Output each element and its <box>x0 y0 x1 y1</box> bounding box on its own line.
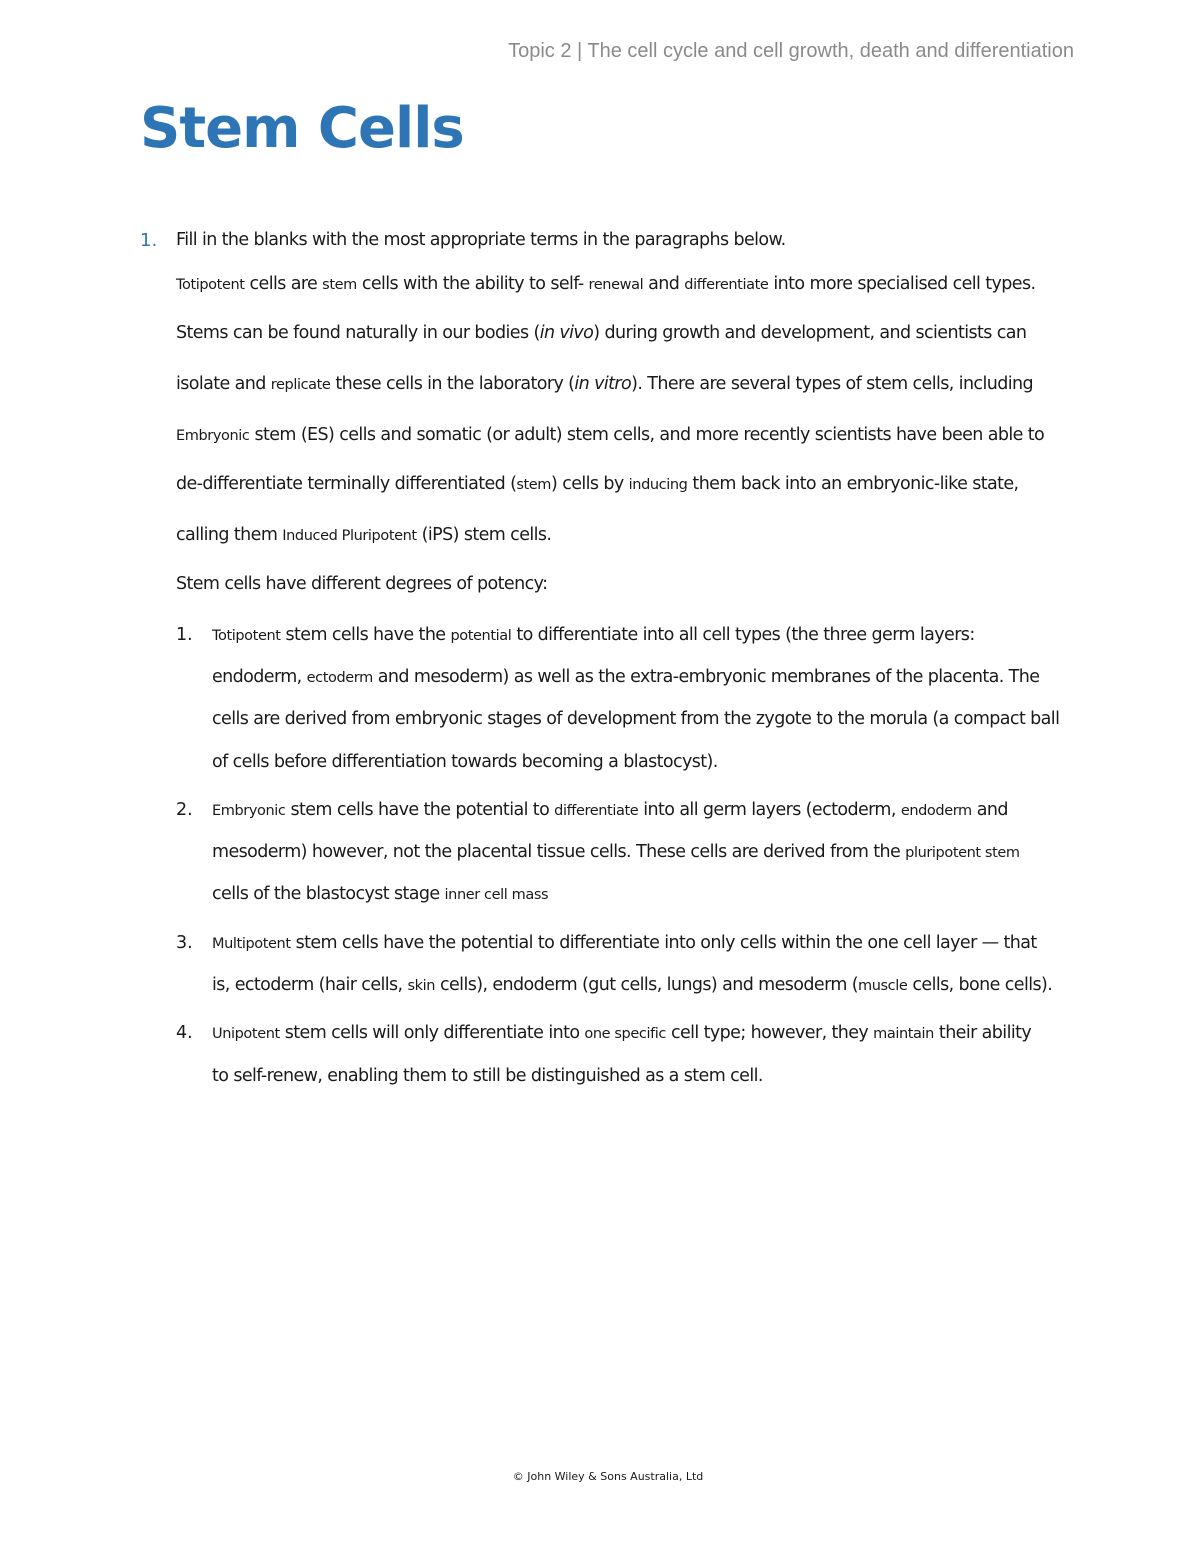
item-2-line-2 <box>212 842 1020 862</box>
answer-text: renewal <box>588 277 644 293</box>
line-text: and <box>971 800 1008 820</box>
line-text: Stems can be found naturally in our bodies ( <box>176 323 540 343</box>
paragraph-line-4 <box>176 425 1044 445</box>
line-text: ) cells by <box>551 474 629 494</box>
line-text: Stem cells have different degrees of potency: <box>176 574 548 594</box>
page-title: Stem Cells <box>140 96 464 161</box>
paragraph-line-7 <box>176 574 547 594</box>
question-instruction: Fill in the blanks with the most appropriate terms in the paragraphs below. <box>176 230 786 250</box>
item-1-line-3 <box>212 709 1059 729</box>
italic-term: in vivo <box>539 323 594 343</box>
answer-text: potential <box>450 628 512 644</box>
line-text: is, ectoderm (hair cells, <box>212 975 408 995</box>
line-text: calling them <box>176 525 283 545</box>
answer-text: ectoderm <box>306 670 373 686</box>
item-2-line-3 <box>212 884 548 904</box>
line-text: these cells in the laboratory ( <box>330 374 575 394</box>
answer-text: endoderm <box>900 803 972 819</box>
paragraph-line-5 <box>176 474 1019 494</box>
answer-text: Embryonic <box>212 803 286 819</box>
line-text: into all germ layers (ectoderm, <box>638 800 901 820</box>
line-text: cell type; however, they <box>665 1023 874 1043</box>
answer-text: pluripotent stem <box>905 845 1020 861</box>
line-text: ). There are several types of stem cells, including <box>631 374 1033 394</box>
italic-term: in vitro <box>574 374 632 394</box>
answer-text: Totipotent <box>176 277 245 293</box>
answer-text: stem <box>516 477 552 493</box>
item-1-line-2 <box>212 667 1039 687</box>
answer-text: Induced Pluripotent <box>282 528 417 544</box>
line-text: stem cells have the potential to <box>285 800 555 820</box>
line-text: cells with the ability to self- <box>356 274 589 294</box>
answer-text: skin <box>407 978 436 994</box>
item-1-line-1 <box>212 625 975 645</box>
line-text: stem cells will only differentiate into <box>279 1023 585 1043</box>
answer-text: stem <box>322 277 357 293</box>
item-number: 3. <box>176 933 193 953</box>
question-number: 1. <box>140 230 158 251</box>
answer-text: differentiate <box>554 803 639 819</box>
line-text: them back into an embryonic-like state, <box>687 474 1019 494</box>
paragraph-line-3 <box>176 374 1033 394</box>
item-4-line-2 <box>212 1066 763 1086</box>
copyright-footer: © John Wiley & Sons Australia, Ltd <box>512 1470 704 1483</box>
line-text: isolate and <box>176 374 271 394</box>
line-text: mesoderm) however, not the placental tissue cells. These cells are derived from the <box>212 842 906 862</box>
line-text: ) during growth and development, and scientists can <box>593 323 1027 343</box>
line-text: and mesoderm) as well as the extra-embryonic membranes of the placenta. The <box>372 667 1040 687</box>
line-text: and <box>643 274 685 294</box>
line-text: cells are derived from embryonic stages of development from the zygote to the morula (a compact ball <box>212 709 1060 729</box>
answer-text: maintain <box>873 1026 934 1042</box>
line-text: (iPS) stem cells. <box>416 525 552 545</box>
line-text: cells of the blastocyst stage <box>212 884 445 904</box>
line-text: to differentiate into all cell types (the three germ layers: <box>511 625 975 645</box>
item-number: 2. <box>176 800 193 820</box>
line-text: de-differentiate terminally differentiated ( <box>176 474 517 494</box>
line-text: of cells before differentiation towards becoming a blastocyst). <box>212 752 718 772</box>
line-text: endoderm, <box>212 667 307 687</box>
running-header: Topic 2 | The cell cycle and cell growth, death and differentiation <box>508 40 1074 62</box>
paragraph-line-1 <box>176 274 1035 294</box>
item-number: 4. <box>176 1023 193 1043</box>
answer-text: one specific <box>584 1026 666 1042</box>
line-text: stem cells have the potential to differentiate into only cells within the one cell layer — that <box>290 933 1037 953</box>
item-1-line-4 <box>212 752 718 772</box>
paragraph-line-6 <box>176 525 551 545</box>
answer-text: inducing <box>628 477 688 493</box>
answer-text: replicate <box>270 377 331 393</box>
answer-text: inner cell mass <box>444 887 549 903</box>
answer-text: Totipotent <box>212 628 281 644</box>
item-3-line-1 <box>212 933 1037 953</box>
answer-text: Multipotent <box>212 936 291 952</box>
line-text: to self-renew, enabling them to still be distinguished as a stem cell. <box>212 1066 763 1086</box>
line-text: cells), endoderm (gut cells, lungs) and mesoderm ( <box>435 975 859 995</box>
line-text: into more specialised cell types. <box>768 274 1036 294</box>
answer-text: Embryonic <box>176 428 250 444</box>
item-3-line-2 <box>212 975 1052 995</box>
line-text: cells, bone cells). <box>907 975 1053 995</box>
line-text: stem cells have the <box>280 625 451 645</box>
answer-text: differentiate <box>684 277 769 293</box>
item-2-line-1 <box>212 800 1008 820</box>
answer-text: Unipotent <box>212 1026 280 1042</box>
item-number: 1. <box>176 625 193 645</box>
item-4-line-1 <box>212 1023 1031 1043</box>
paragraph-line-2 <box>176 323 1026 343</box>
line-text: cells are <box>244 274 323 294</box>
line-text: their ability <box>933 1023 1032 1043</box>
line-text: stem (ES) cells and somatic (or adult) stem cells, and more recently scientists have been able to <box>249 425 1045 445</box>
answer-text: muscle <box>858 978 908 994</box>
